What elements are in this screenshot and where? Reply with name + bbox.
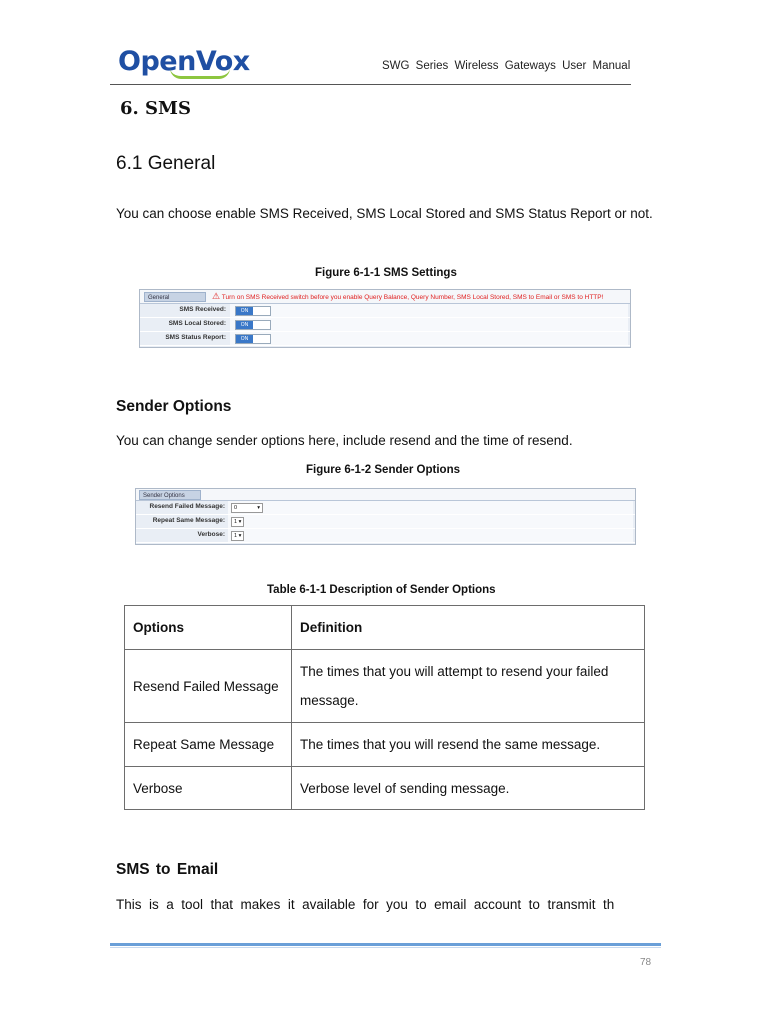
subsection-title: 6.1 General bbox=[116, 153, 216, 174]
verbose-select[interactable] bbox=[231, 531, 244, 541]
sms-local-stored-toggle[interactable] bbox=[235, 320, 271, 330]
sms-received-toggle[interactable] bbox=[235, 306, 271, 316]
openvox-logo bbox=[118, 46, 250, 77]
warning-message bbox=[212, 291, 603, 302]
sender-options-paragraph: You can change sender options here, include resend and the time of resend. bbox=[116, 433, 573, 448]
sender-options-figure bbox=[135, 488, 636, 545]
chevron-down-icon: ▾ bbox=[238, 533, 242, 539]
logo-text-vox: Vox bbox=[195, 46, 250, 77]
warning-text: Turn on SMS Received switch before you enable Query Balance, Query Number, SMS Local Stored, SMS to Email or SMS to HTTP! bbox=[221, 294, 604, 301]
table-row bbox=[125, 650, 645, 723]
table-header-row bbox=[125, 606, 645, 650]
sms-status-report-label: SMS Status Report: bbox=[165, 334, 226, 341]
chevron-down-icon: ▾ bbox=[238, 519, 242, 525]
select-value: 0 bbox=[234, 505, 238, 511]
definition-cell: Verbose level of sending message. bbox=[292, 767, 645, 810]
sms-received-label: SMS Received: bbox=[179, 306, 226, 313]
footer-divider-shadow bbox=[110, 947, 661, 948]
option-cell: Verbose bbox=[125, 767, 292, 810]
manual-title: SWG Series Wireless Gateways User Manual bbox=[382, 60, 631, 72]
page-number: 78 bbox=[640, 957, 652, 968]
verbose-field bbox=[228, 529, 633, 542]
resend-failed-select[interactable] bbox=[231, 503, 263, 513]
repeat-same-label: Repeat Same Message: bbox=[152, 517, 225, 524]
sms-received-field bbox=[230, 304, 628, 317]
warning-icon: ⚠ bbox=[212, 291, 221, 301]
sender-row-repeat-same bbox=[136, 515, 635, 529]
sms-local-stored-label: SMS Local Stored: bbox=[168, 320, 226, 327]
definition-cell: The times that you will attempt to resend your failed message. bbox=[292, 650, 645, 723]
logo-text-open: Open bbox=[118, 46, 196, 77]
sms-status-report-field bbox=[230, 332, 628, 345]
table-row bbox=[125, 723, 645, 767]
sender-options-heading: Sender Options bbox=[116, 398, 232, 415]
logo-swoosh-icon bbox=[170, 68, 230, 79]
definition-cell: The times that you will resend the same message. bbox=[292, 723, 645, 767]
table-row bbox=[125, 767, 645, 810]
table-caption: Table 6-1-1 Description of Sender Options bbox=[267, 584, 496, 596]
toggle-on-label: ON bbox=[236, 307, 253, 315]
sender-row-verbose bbox=[136, 529, 635, 543]
chevron-down-icon: ▾ bbox=[257, 505, 260, 511]
verbose-label: Verbose: bbox=[197, 531, 225, 538]
sms-settings-figure bbox=[139, 289, 631, 348]
header-divider bbox=[110, 84, 631, 85]
sender-options-table bbox=[124, 605, 645, 810]
repeat-same-select[interactable] bbox=[231, 517, 244, 527]
option-cell: Resend Failed Message bbox=[125, 650, 292, 723]
sender-options-tab[interactable]: Sender Options bbox=[139, 490, 201, 500]
figure1-caption: Figure 6-1-1 SMS Settings bbox=[315, 267, 457, 279]
resend-failed-field bbox=[228, 501, 633, 514]
sms-to-email-paragraph: This is a tool that makes it available for you to email account to transmit th bbox=[116, 897, 615, 912]
header-definition: Definition bbox=[292, 606, 645, 650]
resend-failed-label: Resend Failed Message: bbox=[149, 503, 225, 510]
settings-row-sms-local-stored bbox=[140, 318, 630, 332]
sms-local-stored-field bbox=[230, 318, 628, 331]
sender-row-resend-failed bbox=[136, 501, 635, 515]
toggle-on-label: ON bbox=[236, 321, 253, 329]
toggle-on-label: ON bbox=[236, 335, 253, 343]
general-intro-paragraph: You can choose enable SMS Received, SMS Local Stored and SMS Status Report or not. bbox=[116, 206, 653, 221]
header-options: Options bbox=[125, 606, 292, 650]
figure2-caption: Figure 6-1-2 Sender Options bbox=[306, 464, 460, 476]
sms-status-report-toggle[interactable] bbox=[235, 334, 271, 344]
figure2-tab-row bbox=[136, 489, 635, 501]
settings-row-sms-status-report bbox=[140, 332, 630, 346]
select-value: 1 bbox=[234, 533, 238, 539]
figure1-tab-row bbox=[140, 290, 630, 304]
settings-row-sms-received bbox=[140, 304, 630, 318]
sms-to-email-heading: SMS to Email bbox=[116, 861, 219, 878]
footer-divider bbox=[110, 943, 661, 946]
option-cell: Repeat Same Message bbox=[125, 723, 292, 767]
repeat-same-field bbox=[228, 515, 633, 528]
general-tab[interactable]: General bbox=[144, 292, 206, 302]
section-title: 6. SMS bbox=[120, 98, 191, 119]
select-value: 1 bbox=[234, 519, 238, 525]
